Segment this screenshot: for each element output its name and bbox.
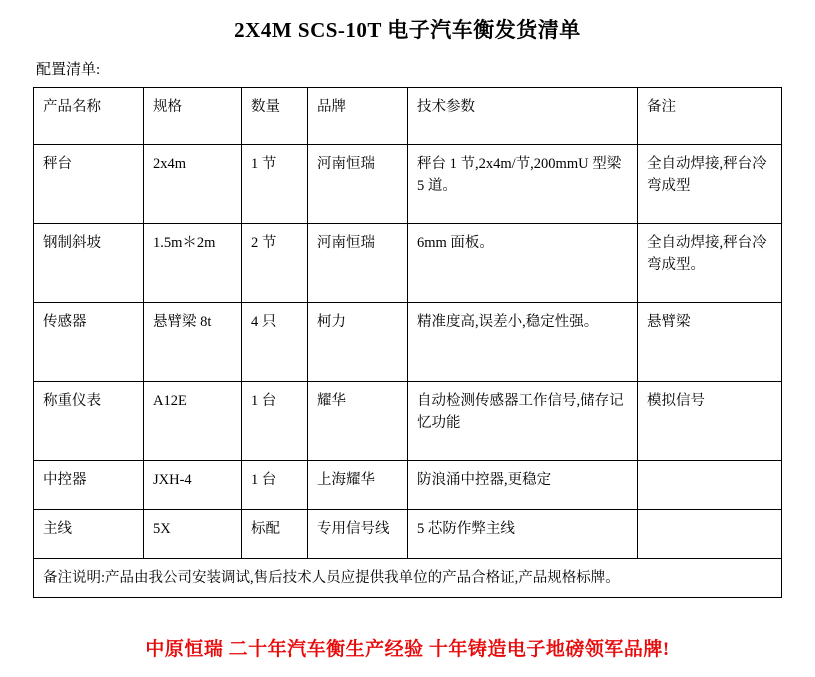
cell-qty: 1 台 xyxy=(242,461,308,510)
cell-spec: 悬臂梁 8t xyxy=(144,303,242,382)
cell-spec: JXH-4 xyxy=(144,461,242,510)
cell-remark: 模拟信号 xyxy=(638,382,782,461)
cell-remark: 全自动焊接,秤台冷弯成型。 xyxy=(638,224,782,303)
cell-brand: 耀华 xyxy=(308,382,408,461)
cell-spec: 5X xyxy=(144,510,242,559)
column-header-remark: 备注 xyxy=(638,88,782,145)
cell-name: 主线 xyxy=(34,510,144,559)
cell-spec: A12E xyxy=(144,382,242,461)
cell-params: 秤台 1 节,2x4m/节,200mmU 型梁 5 道。 xyxy=(408,145,638,224)
table-row xyxy=(34,461,782,510)
column-header-qty: 数量 xyxy=(242,88,308,145)
cell-brand: 上海耀华 xyxy=(308,461,408,510)
cell-brand: 专用信号线 xyxy=(308,510,408,559)
table-row xyxy=(34,145,782,224)
table-row xyxy=(34,224,782,303)
column-header-brand: 品牌 xyxy=(308,88,408,145)
page-title: 2X4M SCS-10T 电子汽车衡发货清单 xyxy=(234,18,581,42)
cell-remark: 悬臂梁 xyxy=(638,303,782,382)
cell-qty: 2 节 xyxy=(242,224,308,303)
note-text: 备注说明:产品由我公司安装调试,售后技术人员应提供我单位的产品合格证,产品规格标牌。 xyxy=(34,559,782,598)
cell-name: 中控器 xyxy=(34,461,144,510)
table-row xyxy=(34,382,782,461)
cell-brand: 柯力 xyxy=(308,303,408,382)
cell-name: 钢制斜坡 xyxy=(34,224,144,303)
config-list-label: 配置清单: xyxy=(36,62,101,78)
cell-brand: 河南恒瑞 xyxy=(308,145,408,224)
cell-brand: 河南恒瑞 xyxy=(308,224,408,303)
document-page xyxy=(0,14,815,677)
cell-remark xyxy=(638,461,782,510)
table-row xyxy=(34,303,782,382)
column-header-spec: 规格 xyxy=(144,88,242,145)
column-header-name: 产品名称 xyxy=(34,88,144,145)
cell-name: 称重仪表 xyxy=(34,382,144,461)
cell-name: 秤台 xyxy=(34,145,144,224)
cell-qty: 4 只 xyxy=(242,303,308,382)
cell-remark: 全自动焊接,秤台冷弯成型 xyxy=(638,145,782,224)
cell-spec: 2x4m xyxy=(144,145,242,224)
cell-qty: 1 台 xyxy=(242,382,308,461)
cell-qty: 1 节 xyxy=(242,145,308,224)
table-row xyxy=(34,510,782,559)
specification-table xyxy=(33,87,782,598)
cell-params: 自动检测传感器工作信号,储存记忆功能 xyxy=(408,382,638,461)
table-note-row xyxy=(34,559,782,598)
cell-name: 传感器 xyxy=(34,303,144,382)
table-header-row xyxy=(34,88,782,145)
footer-slogan: 中原恒瑞 二十年汽车衡生产经验 十年铸造电子地磅领军品牌! xyxy=(145,639,670,660)
cell-spec: 1.5m＊2m xyxy=(144,224,242,303)
cell-params: 5 芯防作弊主线 xyxy=(408,510,638,559)
column-header-params: 技术参数 xyxy=(408,88,638,145)
cell-params: 防浪涌中控器,更稳定 xyxy=(408,461,638,510)
cell-params: 6mm 面板。 xyxy=(408,224,638,303)
cell-remark xyxy=(638,510,782,559)
cell-params: 精准度高,误差小,稳定性强。 xyxy=(408,303,638,382)
cell-qty: 标配 xyxy=(242,510,308,559)
